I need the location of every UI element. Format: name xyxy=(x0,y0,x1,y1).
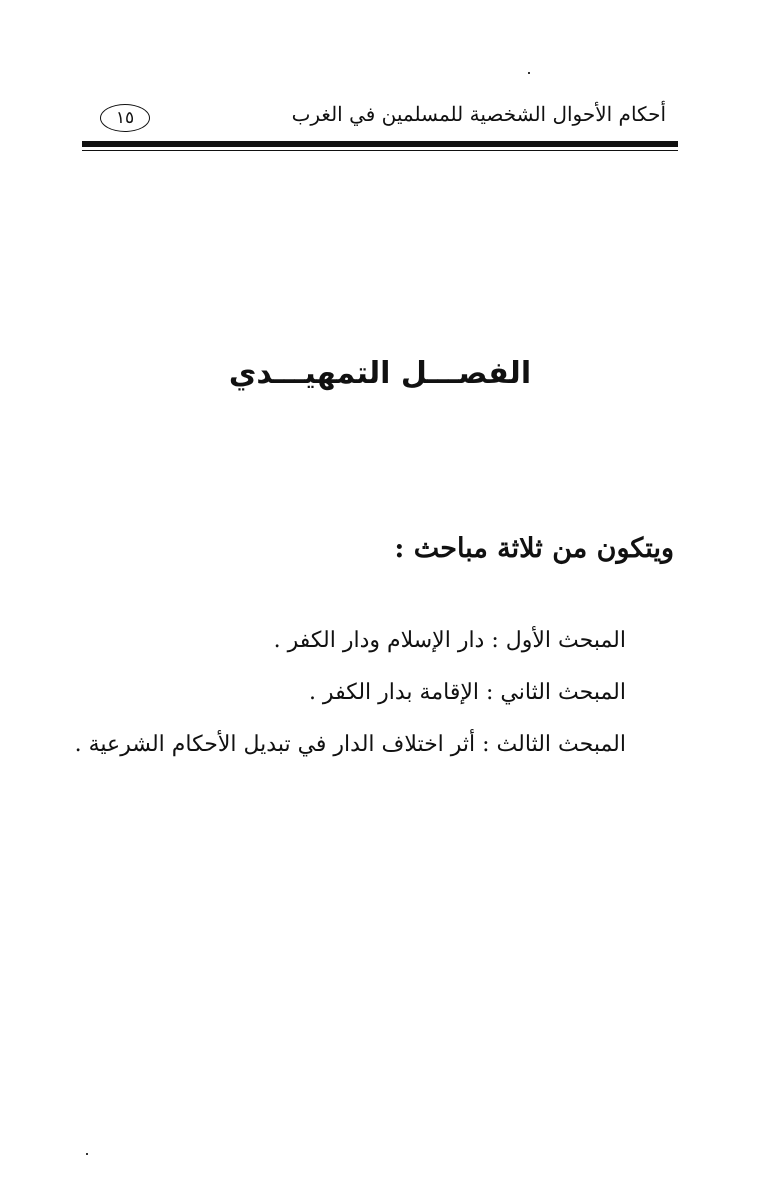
section-item-3: المبحث الثالث : أثر اختلاف الدار في تبديل الأحكام الشرعية . xyxy=(74,732,626,757)
running-header-title: أحكام الأحوال الشخصية للمسلمين في الغرب xyxy=(291,102,666,126)
section-item-1: المبحث الأول : دار الإسلام ودار الكفر . xyxy=(273,628,626,653)
page-number: ١٥ xyxy=(100,104,150,132)
header-rule-thin xyxy=(82,150,678,151)
chapter-title: الفصـــل التمهيـــدي xyxy=(228,356,532,391)
section-item-2: المبحث الثاني : الإقامة بدار الكفر . xyxy=(308,680,626,705)
intro-text: ويتكون من ثلاثة مباحث : xyxy=(394,533,674,564)
header-rule-thick xyxy=(82,141,678,147)
scan-speck xyxy=(528,72,530,74)
scan-speck xyxy=(86,1153,88,1155)
